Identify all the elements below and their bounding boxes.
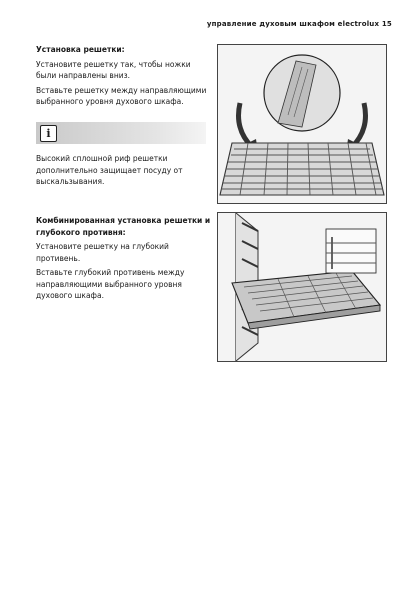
grid-installation-illustration — [218, 45, 386, 203]
section-grid-installation — [36, 44, 212, 111]
section-heading: Установка решетки: — [36, 45, 125, 54]
instruction-paragraph: Вставьте глубокий противень между направляющими выбранного уровня духового шкафа. — [36, 268, 185, 300]
grid-installation-figure — [217, 44, 387, 204]
running-header: управление духовым шкафом electrolux 15 — [206, 20, 392, 28]
instruction-paragraph: Вставьте решетку между направляющими выбранного уровня духового шкафа. — [36, 85, 207, 106]
section-grid-and-tray — [36, 215, 212, 305]
info-icon: i — [40, 125, 57, 142]
instruction-paragraph: Установите решетку так, чтобы ножки были направлены вниз. — [36, 59, 191, 80]
section-heading: Комбинированная установка решетки и глубокого противня: — [36, 216, 211, 237]
grid-and-tray-figure — [217, 212, 387, 362]
info-note-bar — [36, 122, 206, 144]
shelf-grid — [220, 143, 384, 195]
info-note-text: Высокий сплошной риф решетки дополнительно защищает посуду от выскальзывания. — [36, 154, 183, 186]
instruction-paragraph: Установите решетку на глубокий противень. — [36, 242, 169, 263]
grid-and-tray-illustration — [218, 213, 386, 361]
